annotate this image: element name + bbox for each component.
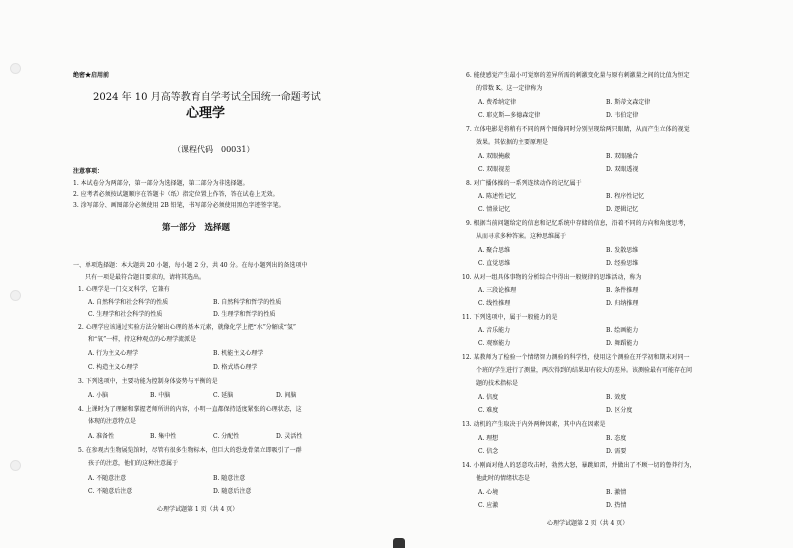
- question-stem: 4. 上课时为了理解和掌握老师所讲的内容，小明一直都保持适度紧张的心理状态，这: [78, 406, 302, 413]
- option-b: B. 条件推理: [606, 287, 639, 294]
- option-c: C. 情景记忆: [478, 206, 511, 213]
- option-c: C. 应激: [478, 502, 499, 509]
- option-b: B. 效度: [606, 394, 627, 401]
- question-stem: 9. 根据当前问题给定的信息和记忆系统中存储的信息，沿着不同的方向和角度思考，: [466, 220, 690, 227]
- option-b: B. 集中性: [150, 433, 177, 440]
- question-stem: 3. 下列选项中，主要功能为控制身体姿势与平衡的是: [78, 378, 218, 385]
- notes-heading: 注意事项：: [73, 168, 104, 175]
- option-a: A. 音乐能力: [478, 327, 511, 334]
- punch-hole-decoration: [10, 460, 21, 471]
- option-c: C. 信念: [478, 448, 499, 455]
- course-code: （课程代码 00031）: [173, 145, 255, 154]
- option-d: D. 韦伯定律: [606, 112, 639, 119]
- question-stem: 7. 立体电影是将稍有不同的两个图像同时分别呈现给两只眼睛，从而产生立体的视觉: [466, 126, 690, 133]
- option-d: D. 生理学和哲学的性质: [213, 311, 276, 318]
- question-stem: 的常数 K。这一定律称为: [476, 85, 543, 92]
- exam-title: 2024 年 10 月高等教育自学考试全国统一命题考试: [93, 92, 321, 103]
- page-footer-left: 心理学试题第 1 页（共 4 页）: [157, 506, 239, 513]
- option-b: B. 双眼融合: [606, 153, 639, 160]
- question-stem: 5. 在参观古生物展览馆时，尽管有很多生物标本，但巨大的恐龙骨架立即吸引了一群: [78, 447, 302, 454]
- subject-title: 心理学: [186, 106, 226, 121]
- punch-hole-decoration: [10, 290, 21, 301]
- option-b: B. 自然科学和哲学的性质: [213, 299, 282, 306]
- question-stem: 13. 动机的产生取决于内外两种因素，其中内在因素是: [462, 421, 606, 428]
- option-a: A. 费希纳定律: [478, 99, 517, 106]
- option-c: C. 分配性: [213, 433, 240, 440]
- question-stem: 体现的注意特点是: [88, 418, 137, 425]
- question-stem: 孩子的注意，他们的这种注意属于: [88, 460, 179, 467]
- option-d: D. 逻辑记忆: [606, 206, 639, 213]
- option-c: C. 线性推理: [478, 300, 511, 307]
- option-d: D. 热情: [606, 502, 627, 509]
- option-d: D. 舞蹈能力: [606, 340, 639, 347]
- question-stem: 2. 心理学应该通过实验方法分解出心理的基本元素，就像化学上把“水”分解成“氢”: [78, 324, 296, 331]
- question-stem: 11. 下列选项中，属于一般能力的是: [462, 314, 558, 321]
- question-stem: 1. 心理学是一门交叉科学，它兼有: [78, 286, 170, 293]
- option-a: A. 自然科学和社会科学的性质: [88, 299, 169, 306]
- option-d: D. 间脑: [276, 392, 297, 399]
- option-c: C. 耶克斯—多德森定律: [478, 112, 541, 119]
- question-stem: 从而寻求多种答案。这种思维属于: [476, 233, 567, 240]
- question-stem: 12. 某教师为了检验一个情绪智力测验的科学性，使用这个测验在开学初和期末对同一: [462, 354, 690, 361]
- question-stem: 8. 对广播体操的一系列连续动作的记忆属于: [466, 180, 582, 187]
- option-c: C. 不随意后注意: [88, 488, 133, 495]
- option-b: B. 发散思维: [606, 247, 639, 254]
- option-c: C. 生理学和社会科学的性质: [88, 311, 163, 318]
- punch-hole-decoration: [10, 63, 21, 74]
- section-intro-line-2: 只有一项是最符合题目要求的，请将其选出。: [73, 274, 206, 281]
- option-a: A. 准备性: [88, 433, 115, 440]
- note-2: 2. 应考者必须按试题顺序在答题卡（纸）指定位置上作答，答在试卷上无效。: [73, 191, 279, 198]
- option-a: A. 心境: [478, 489, 499, 496]
- option-a: A. 三段论推理: [478, 287, 517, 294]
- part-title: 第一部分 选择题: [162, 223, 231, 233]
- option-d: D. 经验思维: [606, 260, 639, 267]
- question-stem: 效果。其依据的主要原理是: [476, 139, 549, 146]
- page-footer-right: 心理学试题第 2 页（共 4 页）: [547, 520, 629, 527]
- confidential-mark: 绝密★启用前: [73, 72, 110, 79]
- question-stem: 10. 从对一组具体事物的分析综合中得出一般规律的思维活动，称为: [462, 274, 642, 281]
- note-3: 3. 涂写部分、画图部分必须使用 2B 铅笔，书写部分必须使用黑色字迹签字笔。: [73, 202, 285, 209]
- option-a: A. 聚合思维: [478, 247, 511, 254]
- option-b: B. 中脑: [150, 392, 171, 399]
- section-intro-line-1: 一、单项选择题：本大题共 20 小题，每小题 2 分，共 40 分。在每小题列出的备选项中: [73, 262, 308, 269]
- option-d: D. 随意后注意: [213, 488, 252, 495]
- option-d: D. 归纳推理: [606, 300, 639, 307]
- option-d: D. 格式塔心理学: [213, 364, 258, 371]
- option-b: B. 随意注意: [213, 475, 246, 482]
- option-a: A. 不随意注意: [88, 475, 127, 482]
- option-b: B. 机能主义心理学: [213, 350, 264, 357]
- option-a: A. 陈述性记忆: [478, 193, 517, 200]
- option-a: A. 理想: [478, 435, 499, 442]
- option-d: D. 区分度: [606, 407, 633, 414]
- option-c: C. 难度: [478, 407, 499, 414]
- option-b: B. 态度: [606, 435, 627, 442]
- option-a: A. 行为主义心理学: [88, 350, 139, 357]
- option-a: A. 小脑: [88, 392, 109, 399]
- option-b: B. 斯蒂文森定律: [606, 99, 651, 106]
- question-stem: 和“氧”一样，持这种观点的心理学流派是: [88, 336, 197, 343]
- option-d: D. 灵活性: [276, 433, 303, 440]
- question-stem: 6. 能使感觉产生最小可觉察的差异所需的刺激变化量与原有刺激量之间的比值为恒定: [466, 72, 690, 79]
- question-stem: 个班的学生进行了测量，两次得到的结果却有较大的差异。该测验最有可能存在问: [476, 367, 693, 374]
- option-c: C. 双眼视差: [478, 166, 511, 173]
- option-c: C. 观察能力: [478, 340, 511, 347]
- note-1: 1. 本试卷分为两部分，第一部分为选择题，第二部分为非选择题。: [73, 180, 249, 187]
- option-b: B. 激情: [606, 489, 627, 496]
- question-stem: 14. 小刚面对他人的恶意攻击时，勃然大怒，暴跳如雷，并做出了不顾一切的鲁莽行为，: [462, 462, 696, 469]
- option-c: C. 构造主义心理学: [88, 364, 139, 371]
- option-b: B. 绘画能力: [606, 327, 639, 334]
- binding-tab: [393, 538, 405, 548]
- option-a: A. 双眼掩蔽: [478, 153, 511, 160]
- option-d: D. 双眼透视: [606, 166, 639, 173]
- option-b: B. 程序性记忆: [606, 193, 645, 200]
- option-c: C. 延脑: [213, 392, 234, 399]
- option-c: C. 直觉思维: [478, 260, 511, 267]
- option-d: D. 需要: [606, 448, 627, 455]
- question-stem: 他此时的情绪状态是: [476, 475, 531, 482]
- question-stem: 题的技术指标是: [476, 380, 519, 387]
- option-a: A. 信度: [478, 394, 499, 401]
